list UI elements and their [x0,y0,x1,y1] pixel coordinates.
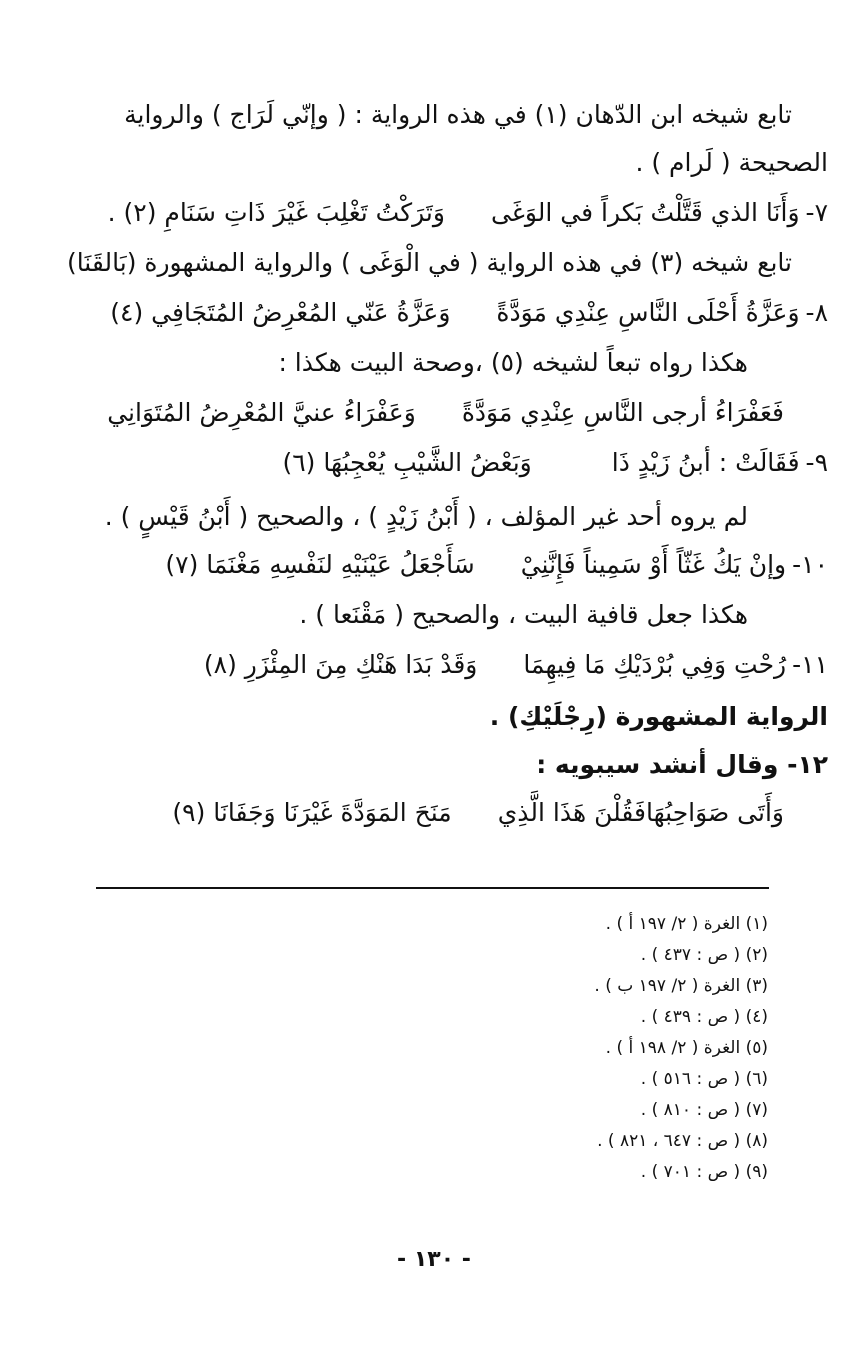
verse-number: ٨- [805,298,828,327]
verse-intro: ١٢- وقال أنشد سيبويه : [536,750,828,779]
verse-second-hemistich: وَبَعْضُ الشَّيْبِ يُعْجِبُهَا (٦) [282,448,532,477]
verse-number: ٧- [805,198,828,227]
paragraph-line: الصحيحة ( لَرام ) . [635,148,828,177]
verse-second-hemistich: وَعَزَّةُ عَنّي المُعْرِضُ المُتَجَافِي (٤) [110,298,451,327]
verse-12 [0,796,784,830]
page-number: - ١٣٠ - [397,1247,471,1272]
verse-number: ١٠- [792,550,828,579]
verse-number: ١١- [792,650,828,679]
footnote: (٥) الغرة ( ٢/ ١٩٨ أ ) . [605,1038,768,1058]
verse-second-hemistich: سَأَجْعَلُ عَيْنَيْهِ لنَفْسِهِ مَغْنَمَا (٧) [165,550,475,579]
verse-11 [0,648,828,682]
verse-first-hemistich: وَعَزَّةُ أَحْلَى النَّاسِ عِنْدِي مَوَدَّةً [496,298,800,327]
verse-9 [0,446,828,480]
paragraph-line: لم يروه أحد غير المؤلف ، ( أَبْنُ زَيْدٍ ) ، والصحيح ( أَبْنُ قَيْسٍ ) . [104,502,748,531]
footnote: (٦) ( ص : ٥١٦ ) . [640,1069,768,1089]
verse-first-hemistich: رُحْتِ وَفِي بُرْدَيْكِ مَا فِيهِمَا [523,650,787,679]
verse-10 [0,548,828,582]
verse-first-hemistich: وَأَتَى صَوَاحِبُهَافَقُلْنَ هَذَا الَّذِي [497,798,784,827]
verse-second-hemistich: وَتَرَكْتُ تَغْلِبَ غَيْرَ ذَاتِ سَنَامِ (٢) . [107,198,445,227]
footnote: (٣) الغرة ( ٢/ ١٩٧ ب ) . [594,976,768,996]
verse-8-corrected [0,396,784,430]
footnote: (٧) ( ص : ٨١٠ ) . [640,1100,768,1120]
footnote: (٤) ( ص : ٤٣٩ ) . [640,1007,768,1027]
verse-number: ٩- [805,448,828,477]
paragraph-line: هكذا رواه تبعاً لشيخه (٥) ،وصحة البيت هكذا : [278,348,748,377]
verse-first-hemistich: وَأَنَا الذي قَتَّلْتُ بَكراً في الوَغَى [490,198,800,227]
verse-first-hemistich: وإنْ يَكُ غَثّاً أَوْ سَمِيناً فَإِنَّنِيْ [520,550,787,579]
verse-second-hemistich: مَنَحَ المَوَدَّةَ غَيْرَنَا وَجَفَانَا (٩) [172,798,452,827]
verse-8 [0,296,828,330]
footnote: (٢) ( ص : ٤٣٧ ) . [640,945,768,965]
footnote-separator [96,887,769,889]
verse-7 [0,196,828,230]
verse-second-hemistich: وَعَفْرَاءُ عنيَّ المُعْرِضُ المُتَوَانِي [107,398,416,427]
footnote: (٩) ( ص : ٧٠١ ) . [640,1162,768,1182]
footnote: (١) الغرة ( ٢/ ١٩٧ أ ) . [605,914,768,934]
verse-second-hemistich: وَقَدْ بَدَا هَنْكِ مِنَ المِئْزَرِ (٨) [203,650,478,679]
verse-first-hemistich: فَعَفْرَاءُ أرجى النَّاسِ عِنْدِي مَوَدَّةً [461,398,784,427]
paragraph-line: تابع شيخه (٣) في هذه الرواية ( في الْوَغَى ) والرواية المشهورة (بَالقَنَا) [66,248,792,277]
verse-first-hemistich: فَقَالَتْ : أبنُ زَيْدٍ ذَا [611,448,800,477]
paragraph-line: هكذا جعل قافية البيت ، والصحيح ( مَقْنَعا ) . [299,600,748,629]
paragraph-line: تابع شيخه ابن الدّهان (١) في هذه الرواية : ( وإنّي لَرَاج ) والرواية [124,100,792,129]
footnote: (٨) ( ص : ٦٤٧ ، ٨٢١ ) . [597,1131,768,1151]
paragraph-line: الرواية المشهورة (رِجْلَيْكِ) . [489,702,828,731]
